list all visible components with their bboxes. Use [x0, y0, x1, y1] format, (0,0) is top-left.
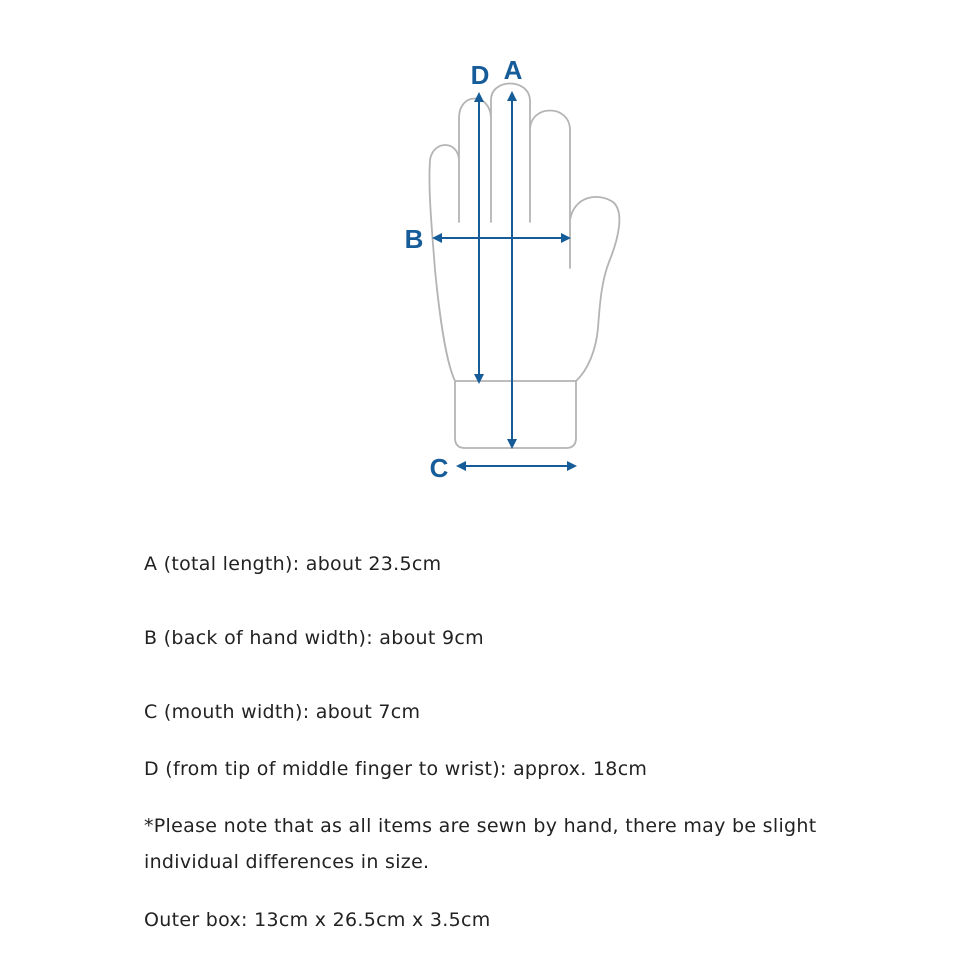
label-b: B	[404, 224, 424, 254]
spec-back-of-hand-width: B (back of hand width): about 9cm	[144, 627, 484, 649]
label-d: D	[470, 60, 490, 90]
handmade-size-note: *Please note that as all items are sewn by hand, there may be slight individual differences in size.	[144, 815, 817, 873]
spec-finger-to-wrist: D (from tip of middle finger to wrist): approx. 18cm	[144, 758, 648, 780]
label-c: C	[429, 453, 449, 483]
spec-total-length: A (total length): about 23.5cm	[144, 553, 442, 575]
outer-box-size: Outer box: 13cm x 26.5cm x 3.5cm	[144, 909, 491, 931]
spec-mouth-width: C (mouth width): about 7cm	[144, 701, 421, 723]
glove-outline	[429, 84, 619, 449]
label-a: A	[503, 55, 523, 85]
